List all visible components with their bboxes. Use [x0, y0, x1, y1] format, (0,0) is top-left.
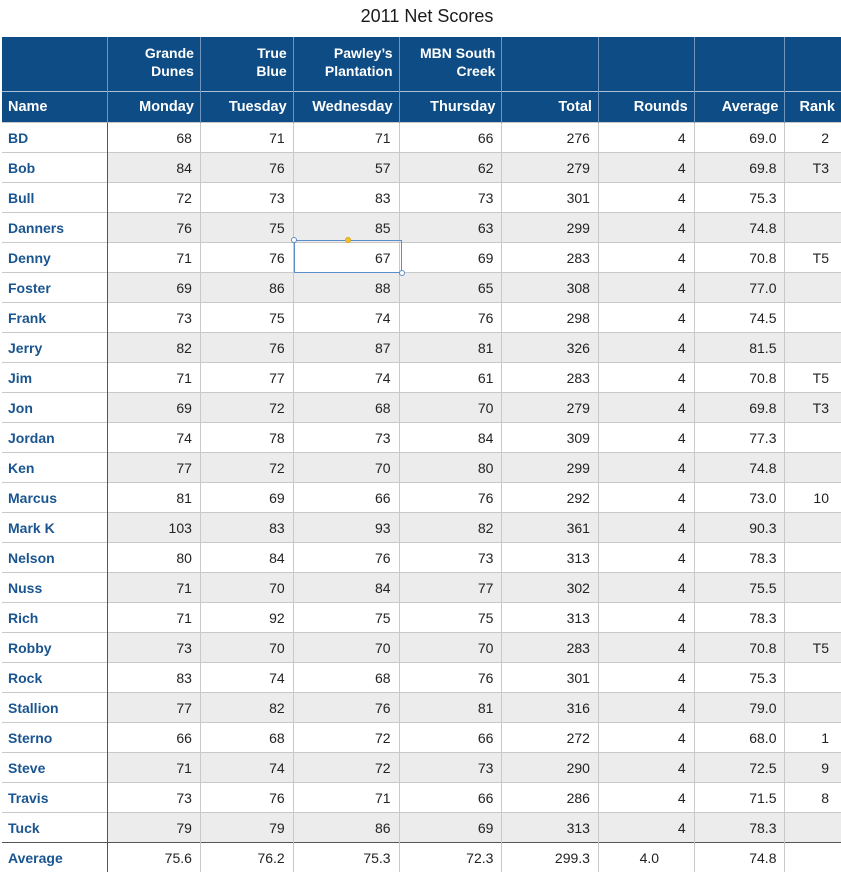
column-header-rank[interactable]: Rank — [785, 92, 841, 123]
cell-thursday[interactable]: 81 — [399, 333, 502, 363]
average-cell-rounds[interactable]: 4.0 — [598, 843, 694, 872]
course-header-row — [2, 37, 841, 92]
cell-total[interactable]: 313 — [502, 603, 599, 633]
cell-thursday[interactable]: 61 — [399, 363, 502, 393]
cell-name[interactable]: Robby — [2, 633, 108, 663]
spreadsheet-table[interactable] — [2, 37, 841, 872]
cell-average[interactable]: 73.0 — [694, 483, 785, 513]
cell-average[interactable]: 70.8 — [694, 363, 785, 393]
column-header-row — [2, 92, 841, 123]
cell-tuesday[interactable]: 74 — [200, 663, 293, 693]
cell-average[interactable]: 75.3 — [694, 183, 785, 213]
cell-monday[interactable]: 71 — [108, 243, 201, 273]
cell-total[interactable]: 313 — [502, 543, 599, 573]
cell-name[interactable]: Ken — [2, 453, 108, 483]
cell-wednesday[interactable]: 68 — [293, 393, 399, 423]
course-header-cell[interactable] — [502, 37, 599, 92]
cell-average[interactable]: 90.3 — [694, 513, 785, 543]
cell-name[interactable]: Rock — [2, 663, 108, 693]
table-row — [2, 213, 841, 243]
cell-rank[interactable]: T5 — [785, 363, 841, 393]
cell-name[interactable]: Denny — [2, 243, 108, 273]
cell-monday[interactable]: 72 — [108, 183, 201, 213]
cell-name[interactable]: Frank — [2, 303, 108, 333]
cell-thursday[interactable]: 75 — [399, 603, 502, 633]
cell-total[interactable]: 290 — [502, 753, 599, 783]
cell-monday[interactable]: 73 — [108, 633, 201, 663]
cell-average[interactable]: 69.8 — [694, 153, 785, 183]
column-header-wednesday[interactable]: Wednesday — [293, 92, 399, 123]
cell-total[interactable]: 308 — [502, 273, 599, 303]
course-header-cell[interactable]: True Blue — [200, 37, 293, 92]
cell-tuesday[interactable]: 75 — [200, 303, 293, 333]
cell-tuesday[interactable]: 76 — [200, 333, 293, 363]
cell-wednesday[interactable]: 83 — [293, 183, 399, 213]
cell-rounds[interactable]: 4 — [598, 483, 694, 513]
cell-monday[interactable]: 76 — [108, 213, 201, 243]
cell-rounds[interactable]: 4 — [598, 783, 694, 813]
cell-thursday[interactable]: 73 — [399, 543, 502, 573]
cell-rounds[interactable]: 4 — [598, 363, 694, 393]
cell-name[interactable]: Jim — [2, 363, 108, 393]
cell-name[interactable]: Foster — [2, 273, 108, 303]
average-cell-name[interactable]: Average — [2, 843, 108, 872]
cell-rounds[interactable]: 4 — [598, 813, 694, 843]
cell-rank[interactable] — [785, 273, 841, 303]
cell-monday[interactable]: 81 — [108, 483, 201, 513]
cell-thursday[interactable]: 84 — [399, 423, 502, 453]
table-row — [2, 633, 841, 663]
cell-rank[interactable]: 10 — [785, 483, 841, 513]
cell-rank[interactable] — [785, 183, 841, 213]
cell-tuesday[interactable]: 73 — [200, 183, 293, 213]
cell-thursday[interactable]: 76 — [399, 303, 502, 333]
cell-thursday[interactable]: 63 — [399, 213, 502, 243]
column-header-average[interactable]: Average — [694, 92, 785, 123]
table-row — [2, 363, 841, 393]
cell-total[interactable]: 283 — [502, 633, 599, 663]
table-row — [2, 603, 841, 633]
cell-rounds[interactable]: 4 — [598, 393, 694, 423]
cell-rank[interactable]: T3 — [785, 393, 841, 423]
cell-rounds[interactable]: 4 — [598, 243, 694, 273]
cell-rounds[interactable]: 4 — [598, 423, 694, 453]
cell-rounds[interactable]: 4 — [598, 213, 694, 243]
cell-tuesday[interactable]: 78 — [200, 423, 293, 453]
cell-total[interactable]: 309 — [502, 423, 599, 453]
cell-thursday[interactable]: 73 — [399, 183, 502, 213]
cell-rank[interactable]: T3 — [785, 153, 841, 183]
table-row — [2, 573, 841, 603]
cell-monday[interactable]: 82 — [108, 333, 201, 363]
cell-rounds[interactable]: 4 — [598, 663, 694, 693]
cell-average[interactable]: 75.5 — [694, 573, 785, 603]
table-row — [2, 303, 841, 333]
table-row — [2, 513, 841, 543]
column-header-total[interactable]: Total — [502, 92, 599, 123]
cell-tuesday[interactable]: 86 — [200, 273, 293, 303]
cell-average[interactable]: 71.5 — [694, 783, 785, 813]
cell-thursday[interactable]: 76 — [399, 483, 502, 513]
cell-monday[interactable]: 73 — [108, 783, 201, 813]
cell-thursday[interactable]: 76 — [399, 663, 502, 693]
cell-name[interactable]: Stallion — [2, 693, 108, 723]
cell-rank[interactable] — [785, 663, 841, 693]
cell-monday[interactable]: 80 — [108, 543, 201, 573]
cell-total[interactable]: 279 — [502, 153, 599, 183]
cell-thursday[interactable]: 69 — [399, 243, 502, 273]
cell-thursday[interactable]: 73 — [399, 753, 502, 783]
cell-wednesday[interactable]: 93 — [293, 513, 399, 543]
column-header-tuesday[interactable]: Tuesday — [200, 92, 293, 123]
table-row — [2, 753, 841, 783]
cell-rank[interactable]: T5 — [785, 633, 841, 663]
cell-name[interactable]: Jerry — [2, 333, 108, 363]
cell-monday[interactable]: 71 — [108, 603, 201, 633]
cell-rounds[interactable]: 4 — [598, 573, 694, 603]
average-cell-tuesday[interactable]: 76.2 — [200, 843, 293, 872]
table-row — [2, 543, 841, 573]
table-row — [2, 153, 841, 183]
cell-monday[interactable]: 71 — [108, 753, 201, 783]
cell-total[interactable]: 283 — [502, 243, 599, 273]
cell-tuesday[interactable]: 74 — [200, 753, 293, 783]
cell-thursday[interactable]: 70 — [399, 393, 502, 423]
cell-name[interactable]: Sterno — [2, 723, 108, 753]
cell-wednesday[interactable]: 85 — [293, 213, 399, 243]
cell-name[interactable]: Steve — [2, 753, 108, 783]
cell-average[interactable]: 78.3 — [694, 813, 785, 843]
cell-rounds[interactable]: 4 — [598, 693, 694, 723]
cell-wednesday[interactable]: 67 — [293, 243, 399, 273]
average-row — [2, 843, 841, 872]
cell-wednesday[interactable]: 76 — [293, 543, 399, 573]
cell-total[interactable]: 283 — [502, 363, 599, 393]
cell-total[interactable]: 286 — [502, 783, 599, 813]
table-row — [2, 123, 841, 153]
cell-total[interactable]: 301 — [502, 663, 599, 693]
cell-thursday[interactable]: 62 — [399, 153, 502, 183]
table-row — [2, 663, 841, 693]
cell-tuesday[interactable]: 70 — [200, 573, 293, 603]
table-row — [2, 273, 841, 303]
cell-rank[interactable] — [785, 423, 841, 453]
column-header-rounds[interactable]: Rounds — [598, 92, 694, 123]
cell-rank[interactable] — [785, 213, 841, 243]
cell-wednesday[interactable]: 74 — [293, 363, 399, 393]
table-row — [2, 483, 841, 513]
cell-total[interactable]: 361 — [502, 513, 599, 543]
cell-monday[interactable]: 73 — [108, 303, 201, 333]
cell-rank[interactable]: 9 — [785, 753, 841, 783]
cell-name[interactable]: Mark K — [2, 513, 108, 543]
cell-total[interactable]: 279 — [502, 393, 599, 423]
column-header-monday[interactable]: Monday — [108, 92, 201, 123]
cell-rank[interactable]: 8 — [785, 783, 841, 813]
cell-rounds[interactable]: 4 — [598, 123, 694, 153]
cell-name[interactable]: Nelson — [2, 543, 108, 573]
table-row — [2, 453, 841, 483]
average-cell-monday[interactable]: 75.6 — [108, 843, 201, 872]
cell-name[interactable]: Jon — [2, 393, 108, 423]
cell-wednesday[interactable]: 66 — [293, 483, 399, 513]
cell-rounds[interactable]: 4 — [598, 513, 694, 543]
cell-rank[interactable] — [785, 693, 841, 723]
cell-tuesday[interactable]: 76 — [200, 783, 293, 813]
cell-tuesday[interactable]: 82 — [200, 693, 293, 723]
cell-monday[interactable]: 79 — [108, 813, 201, 843]
cell-rank[interactable] — [785, 543, 841, 573]
cell-monday[interactable]: 74 — [108, 423, 201, 453]
cell-thursday[interactable]: 82 — [399, 513, 502, 543]
cell-rounds[interactable]: 4 — [598, 153, 694, 183]
cell-wednesday[interactable]: 71 — [293, 783, 399, 813]
cell-average[interactable]: 72.5 — [694, 753, 785, 783]
cell-rounds[interactable]: 4 — [598, 453, 694, 483]
cell-name[interactable]: Jordan — [2, 423, 108, 453]
cell-average[interactable]: 81.5 — [694, 333, 785, 363]
table-row — [2, 783, 841, 813]
cell-monday[interactable]: 83 — [108, 663, 201, 693]
cell-monday[interactable]: 84 — [108, 153, 201, 183]
cell-tuesday[interactable]: 72 — [200, 393, 293, 423]
cell-wednesday[interactable]: 72 — [293, 753, 399, 783]
cell-tuesday[interactable]: 84 — [200, 543, 293, 573]
cell-total[interactable]: 272 — [502, 723, 599, 753]
cell-wednesday[interactable]: 74 — [293, 303, 399, 333]
cell-average[interactable]: 74.8 — [694, 453, 785, 483]
cell-thursday[interactable]: 66 — [399, 123, 502, 153]
cell-rounds[interactable]: 4 — [598, 753, 694, 783]
cell-name[interactable]: Tuck — [2, 813, 108, 843]
cell-rank[interactable] — [785, 333, 841, 363]
cell-tuesday[interactable]: 77 — [200, 363, 293, 393]
course-header-cell[interactable] — [2, 37, 108, 92]
cell-tuesday[interactable]: 83 — [200, 513, 293, 543]
course-header-cell[interactable]: Grande Dunes — [108, 37, 201, 92]
cell-monday[interactable]: 71 — [108, 363, 201, 393]
cell-average[interactable]: 70.8 — [694, 633, 785, 663]
cell-name[interactable]: Travis — [2, 783, 108, 813]
cell-monday[interactable]: 66 — [108, 723, 201, 753]
cell-monday[interactable]: 103 — [108, 513, 201, 543]
average-cell-rank[interactable] — [785, 843, 841, 872]
cell-average[interactable]: 74.5 — [694, 303, 785, 333]
cell-name[interactable]: Marcus — [2, 483, 108, 513]
column-header-name[interactable]: Name — [2, 92, 108, 123]
cell-tuesday[interactable]: 79 — [200, 813, 293, 843]
cell-monday[interactable]: 71 — [108, 573, 201, 603]
cell-thursday[interactable]: 66 — [399, 783, 502, 813]
sheet-title: 2011 Net Scores — [0, 6, 841, 27]
cell-total[interactable]: 299 — [502, 453, 599, 483]
cell-average[interactable]: 70.8 — [694, 243, 785, 273]
cell-monday[interactable]: 69 — [108, 393, 201, 423]
cell-total[interactable]: 302 — [502, 573, 599, 603]
cell-name[interactable]: Nuss — [2, 573, 108, 603]
cell-tuesday[interactable]: 68 — [200, 723, 293, 753]
cell-average[interactable]: 69.8 — [694, 393, 785, 423]
cell-tuesday[interactable]: 76 — [200, 243, 293, 273]
cell-thursday[interactable]: 65 — [399, 273, 502, 303]
cell-thursday[interactable]: 69 — [399, 813, 502, 843]
cell-tuesday[interactable]: 69 — [200, 483, 293, 513]
cell-rank[interactable]: T5 — [785, 243, 841, 273]
course-header-cell[interactable]: Pawley’s Plantation — [293, 37, 399, 92]
table-row — [2, 243, 841, 273]
cell-rounds[interactable]: 4 — [598, 543, 694, 573]
cell-rank[interactable] — [785, 303, 841, 333]
cell-wednesday[interactable]: 76 — [293, 693, 399, 723]
course-header-cell[interactable]: MBN South Creek — [399, 37, 502, 92]
cell-rounds[interactable]: 4 — [598, 333, 694, 363]
cell-wednesday[interactable]: 75 — [293, 603, 399, 633]
cell-total[interactable]: 292 — [502, 483, 599, 513]
cell-rounds[interactable]: 4 — [598, 183, 694, 213]
table-row — [2, 183, 841, 213]
cell-thursday[interactable]: 66 — [399, 723, 502, 753]
cell-thursday[interactable]: 70 — [399, 633, 502, 663]
cell-average[interactable]: 77.0 — [694, 273, 785, 303]
cell-total[interactable]: 276 — [502, 123, 599, 153]
cell-rank[interactable] — [785, 513, 841, 543]
cell-average[interactable]: 78.3 — [694, 543, 785, 573]
cell-rank[interactable] — [785, 573, 841, 603]
cell-name[interactable]: Bob — [2, 153, 108, 183]
cell-wednesday[interactable]: 57 — [293, 153, 399, 183]
cell-rank[interactable]: 2 — [785, 123, 841, 153]
cell-rank[interactable] — [785, 453, 841, 483]
cell-wednesday[interactable]: 86 — [293, 813, 399, 843]
cell-thursday[interactable]: 81 — [399, 693, 502, 723]
cell-average[interactable]: 69.0 — [694, 123, 785, 153]
table-row — [2, 693, 841, 723]
cell-tuesday[interactable]: 72 — [200, 453, 293, 483]
table-row — [2, 423, 841, 453]
cell-rank[interactable]: 1 — [785, 723, 841, 753]
average-cell-total[interactable]: 299.3 — [502, 843, 599, 872]
cell-monday[interactable]: 68 — [108, 123, 201, 153]
cell-monday[interactable]: 77 — [108, 453, 201, 483]
cell-average[interactable]: 68.0 — [694, 723, 785, 753]
cell-monday[interactable]: 77 — [108, 693, 201, 723]
cell-average[interactable]: 75.3 — [694, 663, 785, 693]
cell-wednesday[interactable]: 87 — [293, 333, 399, 363]
cell-name[interactable]: BD — [2, 123, 108, 153]
cell-tuesday[interactable]: 70 — [200, 633, 293, 663]
cell-wednesday[interactable]: 68 — [293, 663, 399, 693]
cell-monday[interactable]: 69 — [108, 273, 201, 303]
average-cell-thursday[interactable]: 72.3 — [399, 843, 502, 872]
cell-rank[interactable] — [785, 603, 841, 633]
cell-wednesday[interactable]: 70 — [293, 633, 399, 663]
cell-tuesday[interactable]: 75 — [200, 213, 293, 243]
cell-name[interactable]: Danners — [2, 213, 108, 243]
cell-wednesday[interactable]: 71 — [293, 123, 399, 153]
cell-rounds[interactable]: 4 — [598, 273, 694, 303]
cell-rounds[interactable]: 4 — [598, 603, 694, 633]
table-row — [2, 723, 841, 753]
cell-total[interactable]: 313 — [502, 813, 599, 843]
cell-total[interactable]: 316 — [502, 693, 599, 723]
column-header-thursday[interactable]: Thursday — [399, 92, 502, 123]
cell-tuesday[interactable]: 71 — [200, 123, 293, 153]
cell-thursday[interactable]: 80 — [399, 453, 502, 483]
cell-name[interactable]: Rich — [2, 603, 108, 633]
cell-tuesday[interactable]: 76 — [200, 153, 293, 183]
cell-wednesday[interactable]: 72 — [293, 723, 399, 753]
cell-total[interactable]: 299 — [502, 213, 599, 243]
table-row — [2, 393, 841, 423]
average-cell-wednesday[interactable]: 75.3 — [293, 843, 399, 872]
table-row — [2, 813, 841, 843]
cell-rank[interactable] — [785, 813, 841, 843]
cell-tuesday[interactable]: 92 — [200, 603, 293, 633]
cell-wednesday[interactable]: 73 — [293, 423, 399, 453]
cell-thursday[interactable]: 77 — [399, 573, 502, 603]
cell-average[interactable]: 78.3 — [694, 603, 785, 633]
cell-average[interactable]: 74.8 — [694, 213, 785, 243]
cell-average[interactable]: 79.0 — [694, 693, 785, 723]
cell-rounds[interactable]: 4 — [598, 723, 694, 753]
cell-average[interactable]: 77.3 — [694, 423, 785, 453]
cell-wednesday[interactable]: 88 — [293, 273, 399, 303]
cell-total[interactable]: 298 — [502, 303, 599, 333]
course-header-cell[interactable] — [785, 37, 841, 92]
cell-wednesday[interactable]: 84 — [293, 573, 399, 603]
cell-total[interactable]: 326 — [502, 333, 599, 363]
cell-wednesday[interactable]: 70 — [293, 453, 399, 483]
cell-name[interactable]: Bull — [2, 183, 108, 213]
cell-total[interactable]: 301 — [502, 183, 599, 213]
course-header-cell[interactable] — [598, 37, 694, 92]
table-row — [2, 333, 841, 363]
average-cell-average[interactable]: 74.8 — [694, 843, 785, 872]
course-header-cell[interactable] — [694, 37, 785, 92]
cell-rounds[interactable]: 4 — [598, 303, 694, 333]
cell-rounds[interactable]: 4 — [598, 633, 694, 663]
